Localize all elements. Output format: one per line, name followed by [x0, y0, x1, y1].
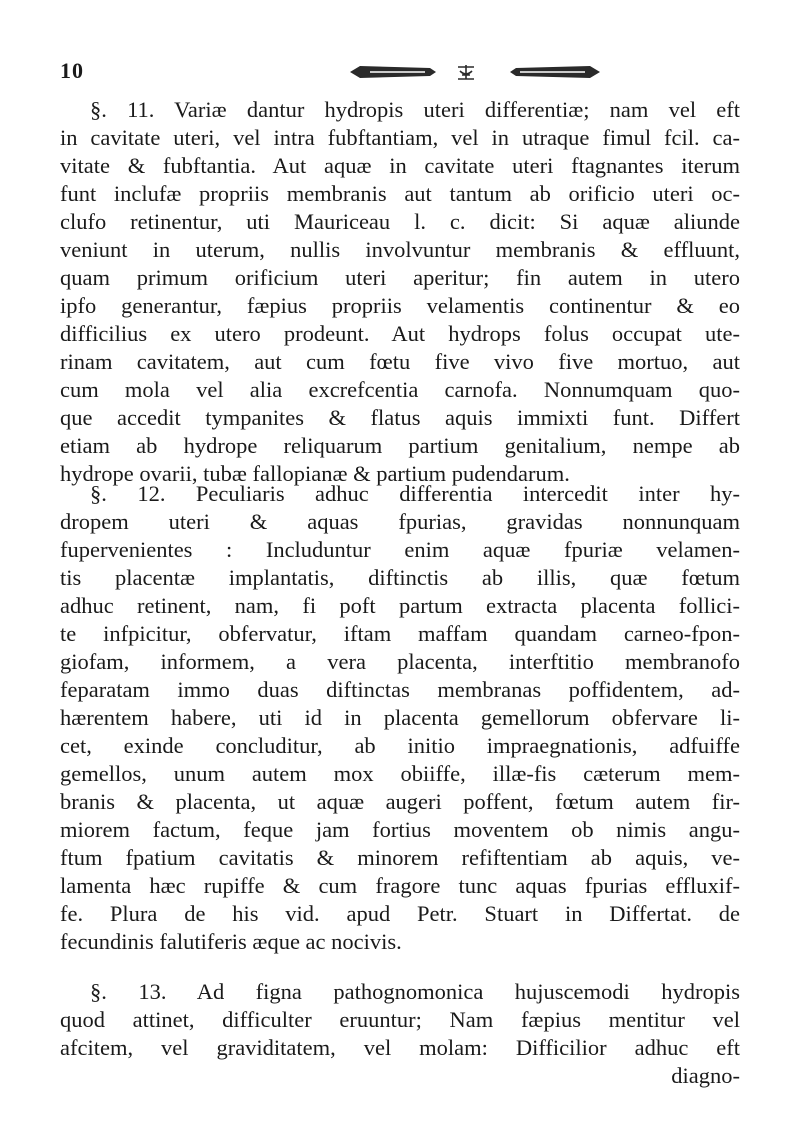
- text-line: branis & placenta, ut aquæ augeri poffent, fœtum autem fir-: [60, 789, 740, 814]
- text-line: adhuc retinent, nam, fi poft partum extracta placenta follici-: [60, 593, 740, 618]
- text-line: hydrope ovarii, tubæ fallopianæ & partium pudendarum.: [60, 461, 570, 486]
- text-line: tis placentæ implantatis, diftinctis ab illis, quæ fœtum: [60, 565, 740, 590]
- text-line: cet, exinde concluditur, ab initio impraegnationis, adfuiffe: [60, 733, 740, 758]
- text-line: fupervenientes : Includuntur enim aquæ fpuriæ velamen-: [60, 537, 740, 562]
- text-line: afcitem, vel graviditatem, vel molam: Difficilior adhuc eft: [60, 1035, 740, 1060]
- text-line: cum mola vel alia excrefcentia carnofa. Nonnumquam quo-: [60, 377, 740, 402]
- text-line: §. 11. Variæ dantur hydropis uteri differentiæ; nam vel eft: [90, 97, 740, 122]
- text-line: hærentem habere, uti id in placenta gemellorum obfervare li-: [60, 705, 740, 730]
- text-line: funt inclufæ propriis membranis aut tantum ab orificio uteri oc-: [60, 181, 740, 206]
- text-line: que accedit tympanites & flatus aquis immixti funt. Differt: [60, 405, 740, 430]
- text-line: ipfo generantur, fæpius propriis velamentis continentur & eo: [60, 293, 740, 318]
- ornament-icon: [340, 62, 620, 82]
- catchword: diagno-: [671, 1063, 740, 1088]
- text-line: fe. Plura de his vid. apud Petr. Stuart in Differtat. de: [60, 901, 740, 926]
- text-line: lamenta hæc rupiffe & cum fragore tunc aquas fpurias effluxif-: [60, 873, 740, 898]
- paragraph-13: [60, 978, 740, 1090]
- paragraph-12: [60, 480, 740, 956]
- text-line: vitate & fubftantia. Aut aquæ in cavitate uteri ftagnantes iterum: [60, 153, 740, 178]
- text-line: te infpicitur, obfervatur, iftam maffam quandam carneo-fpon-: [60, 621, 740, 646]
- text-line: quam primum orificium uteri aperitur; fin autem in utero: [60, 265, 740, 290]
- page-number: 10: [60, 58, 84, 83]
- text-line: miorem factum, feque jam fortius moventem ob nimis angu-: [60, 817, 740, 842]
- text-line: §. 13. Ad figna pathognomonica hujuscemodi hydropis: [90, 979, 740, 1004]
- text-line: dropem uteri & aquas fpurias, gravidas nonnunquam: [60, 509, 740, 534]
- text-line: feparatam immo duas diftinctas membranas poffidentem, ad-: [60, 677, 740, 702]
- text-line: gemellos, unum autem mox obiiffe, illæ-fis cæterum mem-: [60, 761, 740, 786]
- text-line: etiam ab hydrope reliquarum partium genitalium, nempe ab: [60, 433, 740, 458]
- text-line: in cavitate uteri, vel intra fubftantiam, vel in utraque fimul fcil. ca-: [60, 125, 740, 150]
- text-line: clufo retinentur, uti Mauriceau l. c. dicit: Si aquæ aliunde: [60, 209, 740, 234]
- text-line: veniunt in uterum, nullis involvuntur membranis & effluunt,: [60, 237, 740, 262]
- paragraph-11: [60, 96, 740, 488]
- text-line: giofam, informem, a vera placenta, interftitio membranofo: [60, 649, 740, 674]
- text-line: rinam cavitatem, aut cum fœtu five vivo five mortuo, aut: [60, 349, 740, 374]
- text-line: fecundinis falutiferis æque ac nocivis.: [60, 929, 402, 954]
- text-line: §. 12. Peculiaris adhuc differentia intercedit inter hy-: [90, 481, 740, 506]
- text-line: difficilius ex utero prodeunt. Aut hydrops folus occupat ute-: [60, 321, 740, 346]
- text-line: ftum fpatium cavitatis & minorem refiftentiam ab aquis, ve-: [60, 845, 740, 870]
- text-line: quod attinet, difficulter eruuntur; Nam fæpius mentitur vel: [60, 1007, 740, 1032]
- page-header: [60, 58, 741, 88]
